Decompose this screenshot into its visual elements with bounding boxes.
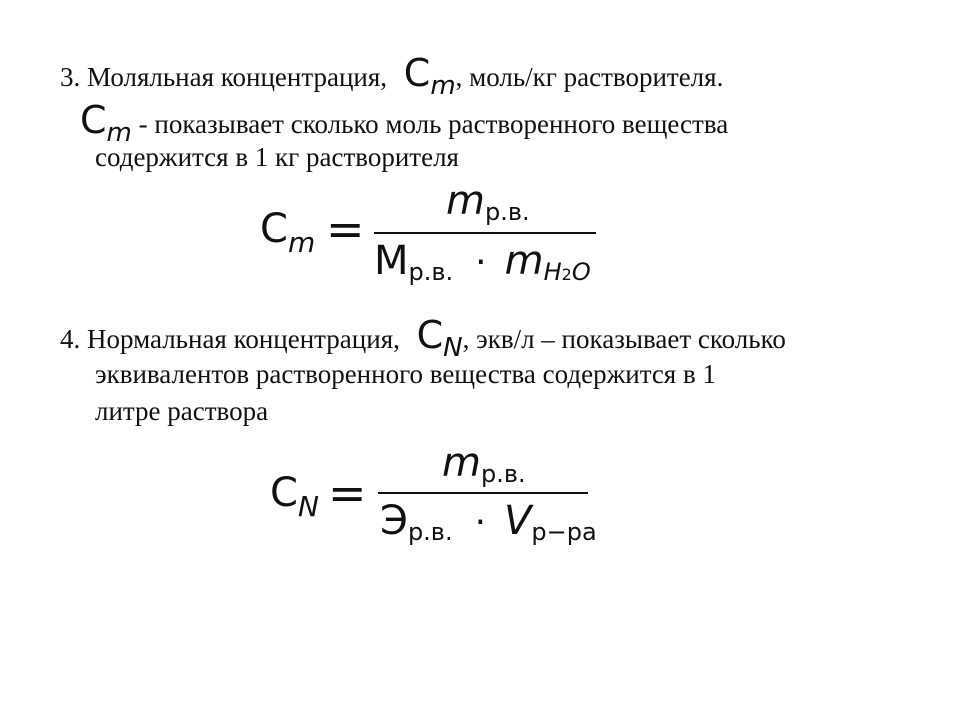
formula-2-denominator: Эр.в. · Vр−ра (380, 498, 597, 546)
formula-1-denominator: Мр.в. · mH2O (374, 238, 591, 286)
item-3-units: , моль/кг растворителя. (455, 62, 724, 92)
normal-symbol: СN (416, 313, 463, 363)
molal-formula (260, 180, 620, 290)
formula-1-lhs: Сm (260, 206, 316, 259)
molal-symbol-def: Сm (80, 98, 132, 148)
formula-2-numerator: mр.в. (442, 440, 526, 488)
formula-2-lhs: СN (270, 470, 319, 523)
formula-1-fraction-bar (374, 232, 596, 234)
item-3-heading (60, 51, 724, 101)
formula-1-equals: = (326, 202, 365, 256)
item-4-heading (60, 313, 786, 363)
formula-2-fraction-bar (378, 492, 588, 494)
normal-formula (270, 440, 610, 560)
item-4-line-2: эквивалентов растворенного вещества содержится в 1 (95, 359, 716, 389)
item-4-rest: , экв/л – показывает сколько (462, 324, 786, 354)
item-4-prefix: 4. Нормальная концентрация, (60, 324, 400, 354)
formula-1-numerator: mр.в. (446, 178, 530, 226)
definition-3-line-1 (80, 98, 729, 148)
definition-3-text-1: - показывает сколько моль растворенного вещества (138, 109, 729, 139)
definition-3-line-2: содержится в 1 кг растворителя (95, 142, 459, 172)
formula-2-equals: = (328, 466, 367, 520)
item-3-prefix: 3. Моляльная концентрация, (60, 62, 388, 92)
molal-symbol: Сm (403, 51, 456, 101)
item-4-line-3: литре раствора (95, 396, 269, 426)
